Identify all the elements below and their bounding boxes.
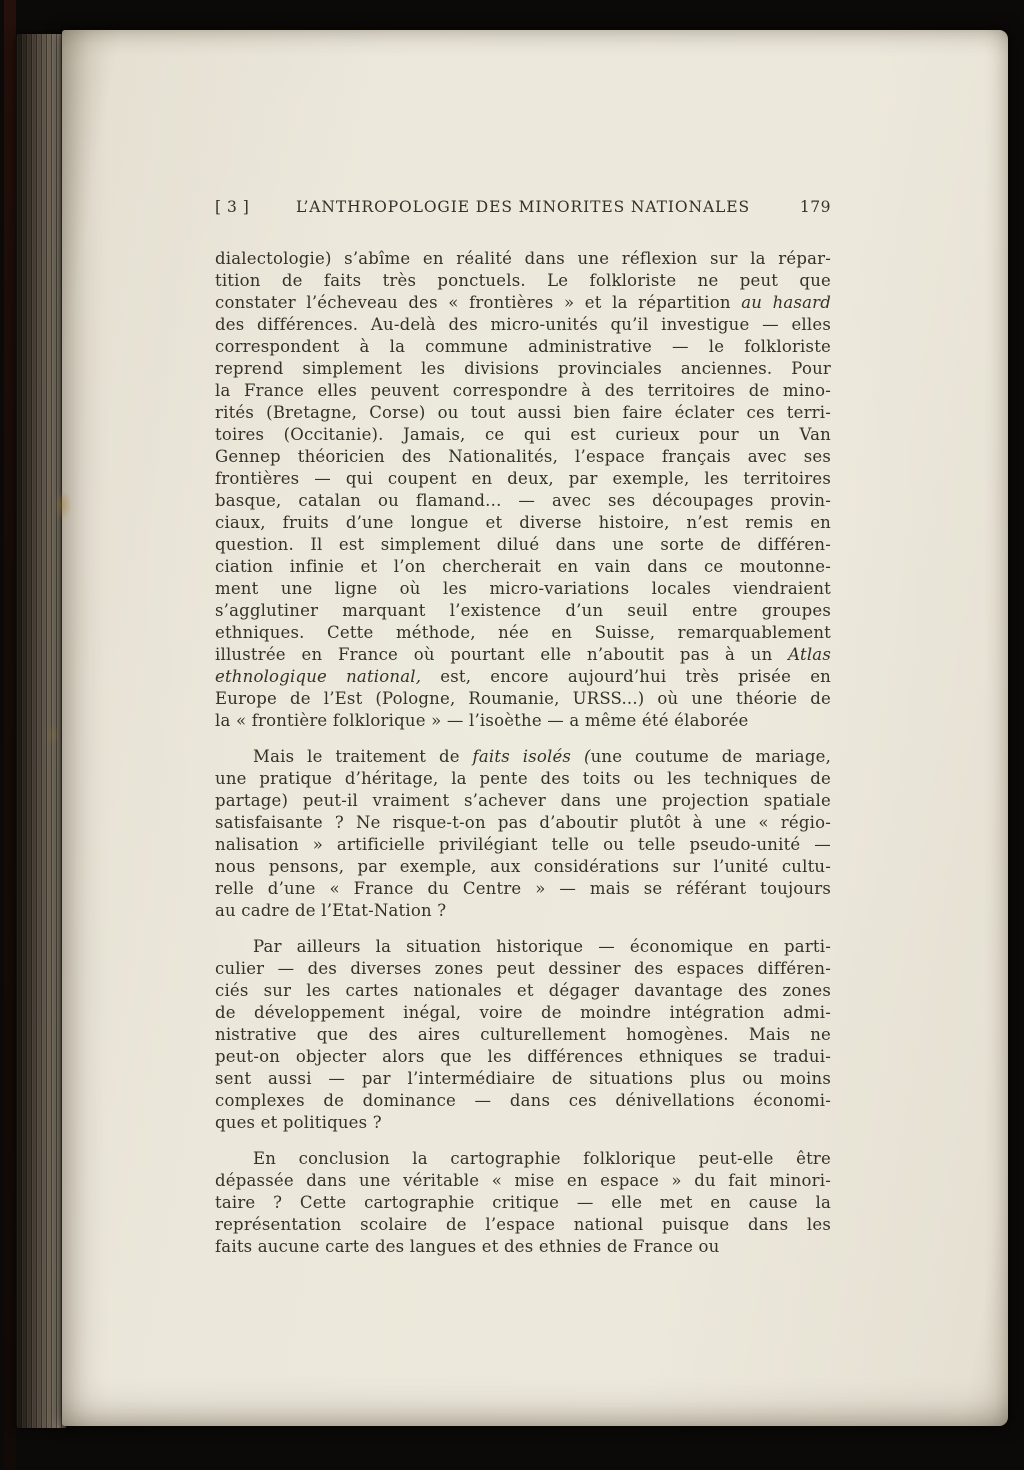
text-line: En conclusion la cartographie folklorique peut-elle être bbox=[253, 1149, 831, 1168]
text-line: la « frontière folklorique » — l’isoèthe — a même été élaborée bbox=[215, 711, 749, 730]
text-line: ques et politiques ? bbox=[215, 1113, 382, 1132]
text-line: toires (Occitanie). Jamais, ce qui est curieux pour un Van bbox=[215, 425, 831, 444]
text-line: ment une ligne où les micro-variations locales viendraient bbox=[215, 579, 831, 598]
text-line: correspondent à la commune administrative — le folkloriste bbox=[215, 337, 831, 356]
header-section-marker: [ 3 ] bbox=[215, 198, 250, 216]
text-line: nalisation » artificielle privilégiant telle ou telle pseudo-unité — bbox=[215, 835, 831, 854]
book-binding bbox=[4, 0, 16, 1470]
text-line: basque, catalan ou flamand... — avec ses découpages provin- bbox=[215, 491, 831, 510]
book-page bbox=[62, 30, 1008, 1426]
text-line: dialectologie) s’abîme en réalité dans une réflexion sur la répar- bbox=[215, 249, 831, 268]
text-line: complexes de dominance — dans ces dénivellations économi- bbox=[215, 1091, 831, 1110]
text-line: question. Il est simplement dilué dans une sorte de différen- bbox=[215, 535, 831, 554]
text-line: faits aucune carte des langues et des ethnies de France ou bbox=[215, 1237, 720, 1256]
text-line: nistrative que des aires culturellement homogènes. Mais ne bbox=[215, 1025, 831, 1044]
text-line: constater l’écheveau des « frontières » et la répartition au hasard bbox=[215, 293, 831, 312]
paragraph bbox=[215, 1148, 831, 1258]
page-edge-stack bbox=[16, 34, 66, 1428]
paragraph bbox=[215, 248, 831, 732]
text-line: taire ? Cette cartographie critique — elle met en cause la bbox=[215, 1193, 831, 1212]
text-line: ciaux, fruits d’une longue et diverse histoire, n’est remis en bbox=[215, 513, 831, 532]
text-line: relle d’une « France du Centre » — mais se référant toujours bbox=[215, 879, 831, 898]
text-line: partage) peut-il vraiment s’achever dans une projection spatiale bbox=[215, 791, 831, 810]
italic-text: au hasard bbox=[741, 293, 831, 312]
text-line: ethniques. Cette méthode, née en Suisse, remarquablement bbox=[215, 623, 831, 642]
text-line: une pratique d’héritage, la pente des toits ou les techniques de bbox=[215, 769, 831, 788]
text-line: s’agglutiner marquant l’existence d’un seuil entre groupes bbox=[215, 601, 831, 620]
text-block bbox=[215, 196, 831, 1258]
text-line: la France elles peuvent correspondre à des territoires de mino- bbox=[215, 381, 831, 400]
text-line: culier — des diverses zones peut dessiner des espaces différen- bbox=[215, 959, 831, 978]
text-line: représentation scolaire de l’espace national puisque dans les bbox=[215, 1215, 831, 1234]
text-line: de développement inégal, voire de moindre intégration admi- bbox=[215, 1003, 831, 1022]
text-line: sent aussi — par l’intermédiaire de situations plus ou moins bbox=[215, 1069, 831, 1088]
text-line: ethnologique national, est, encore aujourd’hui très prisée en bbox=[215, 667, 831, 686]
italic-text: ethnologique national, bbox=[215, 667, 422, 686]
text-line: Europe de l’Est (Pologne, Roumanie, URSS...) où une théorie de bbox=[215, 689, 831, 708]
text-line: Gennep théoricien des Nationalités, l’espace français avec ses bbox=[215, 447, 831, 466]
text-line: rités (Bretagne, Corse) ou tout aussi bien faire éclater ces terri- bbox=[215, 403, 831, 422]
italic-text: Atlas bbox=[788, 645, 831, 664]
text-line: Par ailleurs la situation historique — économique en parti- bbox=[253, 937, 831, 956]
italic-text: faits isolés ( bbox=[472, 747, 591, 766]
paragraph bbox=[215, 936, 831, 1134]
text-line: illustrée en France où pourtant elle n’aboutit pas à un Atlas bbox=[215, 645, 831, 664]
text-line: dépassée dans une véritable « mise en espace » du fait minori- bbox=[215, 1171, 831, 1190]
text-line: Mais le traitement de faits isolés (une coutume de mariage, bbox=[253, 747, 832, 766]
text-line: nous pensons, par exemple, aux considérations sur l’unité cultu- bbox=[215, 857, 831, 876]
text-line: satisfaisante ? Ne risque-t-on pas d’aboutir plutôt à une « régio- bbox=[215, 813, 831, 832]
paragraph bbox=[215, 746, 831, 922]
text-line: reprend simplement les divisions provinciales anciennes. Pour bbox=[215, 359, 831, 378]
header-page-number: 179 bbox=[799, 198, 831, 216]
text-line: peut-on objecter alors que les différences ethniques se tradui- bbox=[215, 1047, 831, 1066]
text-body bbox=[215, 248, 831, 1258]
text-line: tition de faits très ponctuels. Le folkloriste ne peut que bbox=[215, 271, 831, 290]
text-line: ciés sur les cartes nationales et dégager davantage des zones bbox=[215, 981, 831, 1000]
page-header bbox=[215, 196, 831, 218]
text-line: des différences. Au-delà des micro-unités qu’il investigue — elles bbox=[215, 315, 831, 334]
text-line: frontières — qui coupent en deux, par exemple, les territoires bbox=[215, 469, 831, 488]
text-line: ciation infinie et l’on chercherait en vain dans ce moutonne- bbox=[215, 557, 831, 576]
header-title: L’ANTHROPOLOGIE DES MINORITES NATIONALES bbox=[296, 198, 750, 216]
text-line: au cadre de l’Etat-Nation ? bbox=[215, 901, 447, 920]
